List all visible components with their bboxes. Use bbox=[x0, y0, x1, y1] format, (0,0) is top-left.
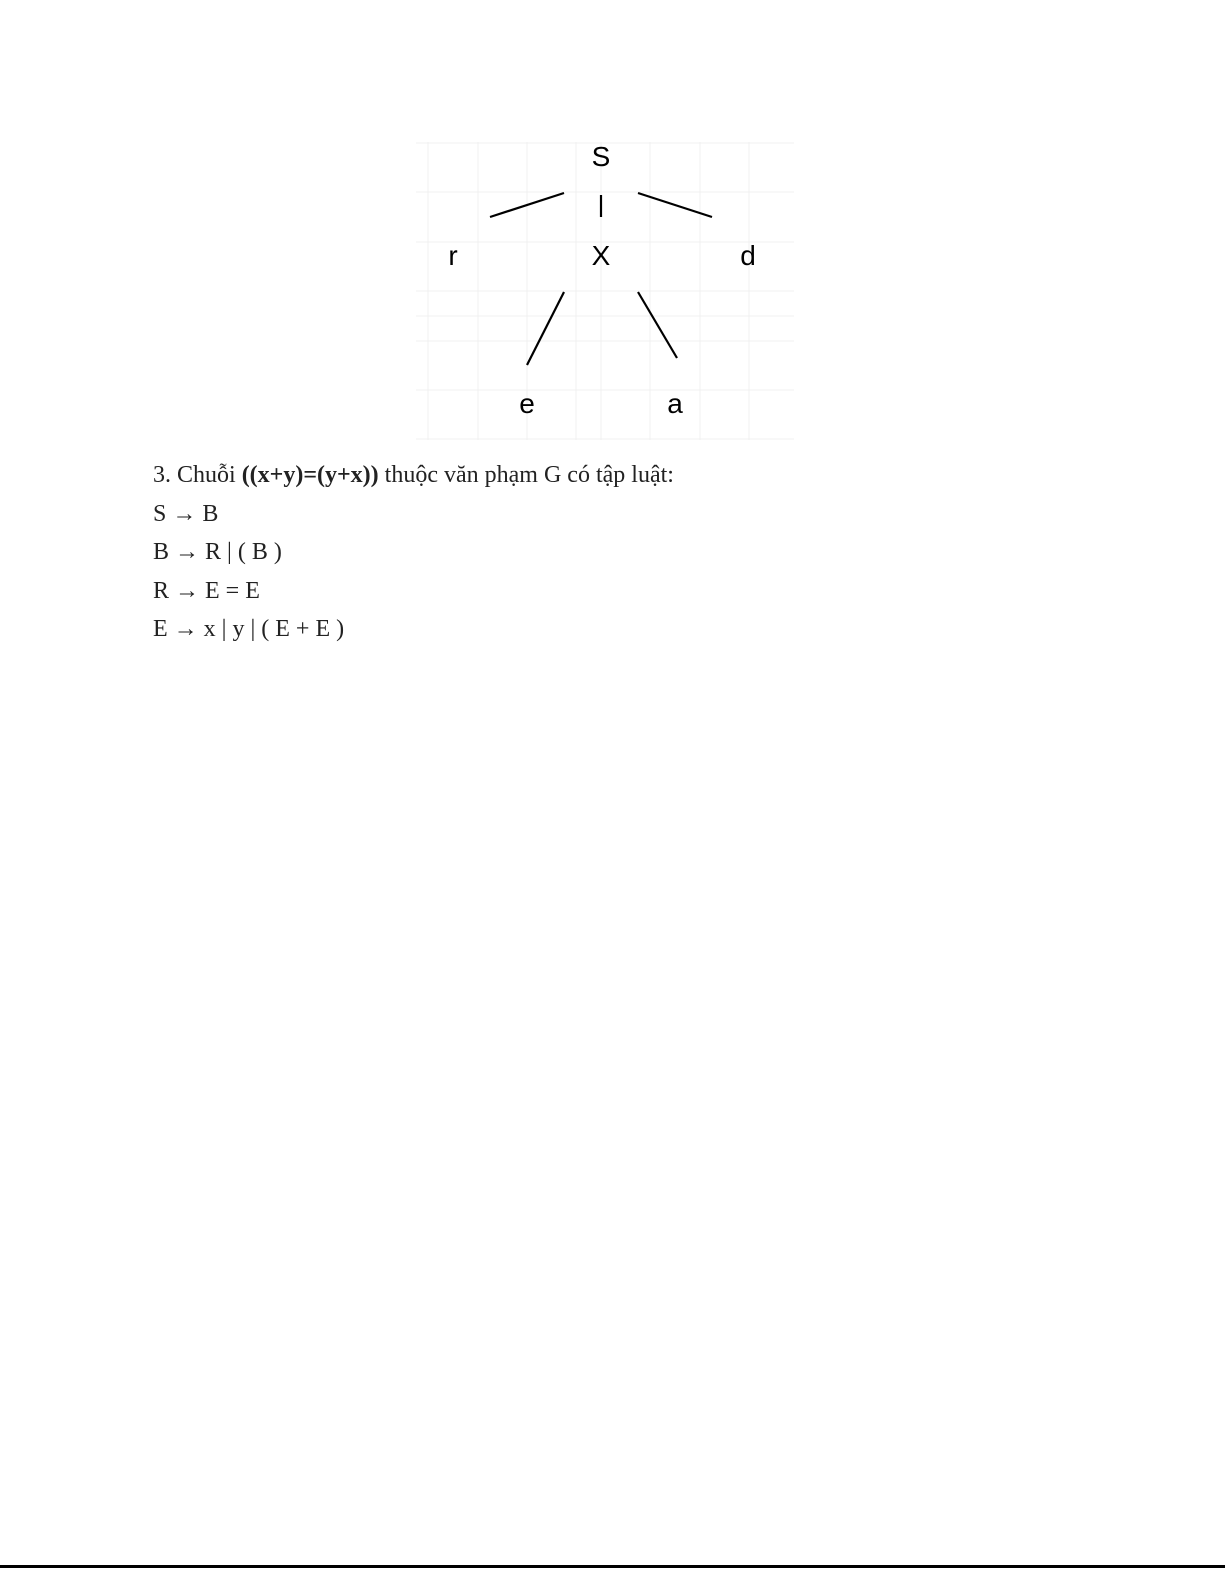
problem-statement bbox=[153, 456, 674, 495]
edge-x-a bbox=[638, 292, 677, 358]
grammar-rule: S → B bbox=[153, 500, 219, 527]
problem-string: ((x+y)=(y+x)) bbox=[241, 462, 379, 488]
grammar-rule: B → R | ( B ) bbox=[153, 539, 282, 565]
problem-text bbox=[153, 456, 674, 649]
grammar-rule: E → x | y | ( E + E ) bbox=[153, 616, 345, 642]
node-r: r bbox=[448, 240, 458, 271]
node-x: X bbox=[591, 240, 611, 271]
node-a: a bbox=[667, 388, 683, 419]
edge-x-e bbox=[527, 292, 564, 365]
problem-prefix: 3. Chuỗi bbox=[153, 462, 242, 488]
parse-tree-figure bbox=[416, 142, 794, 440]
parse-tree-svg bbox=[416, 142, 794, 440]
node-e: e bbox=[519, 388, 535, 419]
node-s: S bbox=[591, 142, 611, 172]
grammar-rule: R → E = E bbox=[153, 577, 260, 604]
problem-suffix: thuộc văn phạm G có tập luật: bbox=[378, 462, 674, 488]
node-d: d bbox=[740, 240, 756, 271]
page-bottom-border bbox=[0, 1565, 1225, 1568]
grid-lines bbox=[416, 142, 794, 440]
edge-s-d bbox=[638, 193, 712, 217]
